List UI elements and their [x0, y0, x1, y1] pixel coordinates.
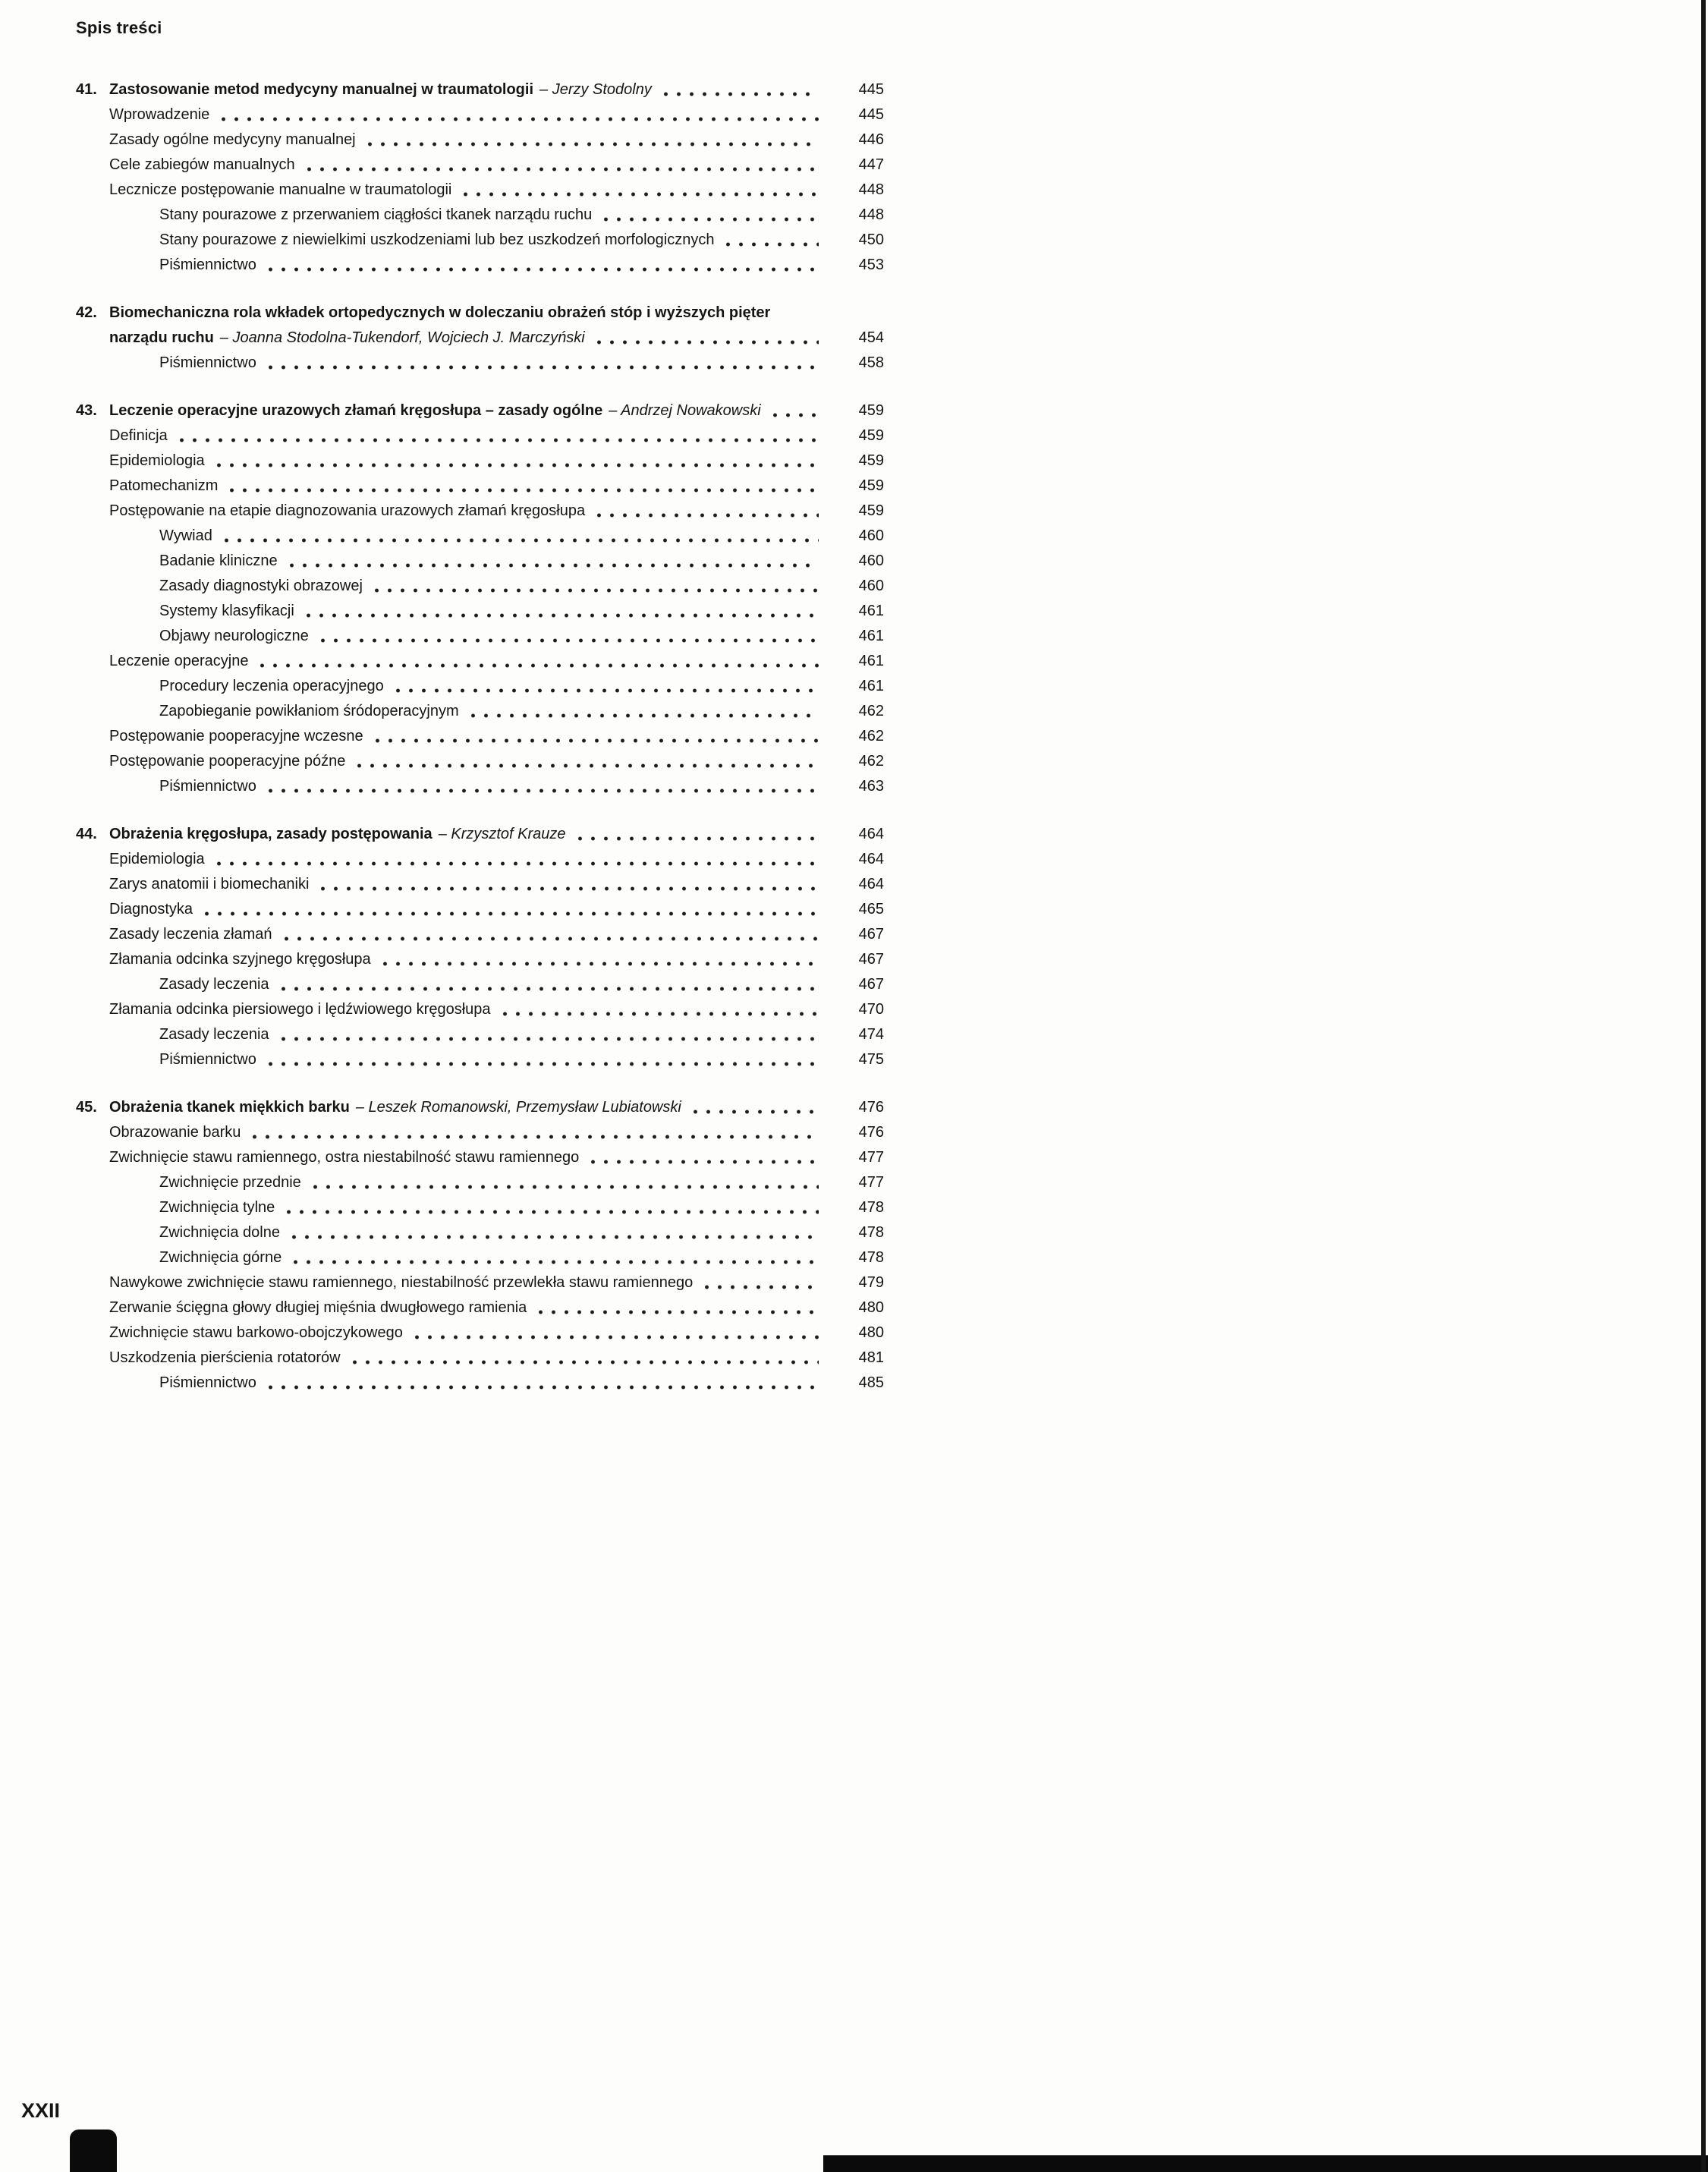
page-number: 478 — [858, 1249, 884, 1266]
page-number: 467 — [858, 951, 884, 968]
chapter-author: – Leszek Romanowski, Przemysław Lubiatowski — [355, 1099, 681, 1116]
dot-leader — [277, 1022, 819, 1047]
entry-title: Diagnostyka — [109, 901, 193, 918]
toc-entry — [109, 1245, 884, 1270]
toc-chapter — [76, 822, 884, 1072]
dot-leader — [264, 253, 819, 278]
entry-title: Objawy neurologiczne — [159, 628, 309, 644]
page-number: 476 — [858, 1099, 884, 1116]
toc-entry — [109, 897, 884, 922]
page-number: 465 — [858, 901, 884, 918]
page-number: 474 — [858, 1026, 884, 1043]
entry-title: Stany pourazowe z niewielkimi uszkodzeniami lub bez uszkodzeń morfologicznych — [159, 231, 715, 248]
dot-leader — [200, 897, 819, 922]
entry-title: Uszkodzenia pierścienia rotatorów — [109, 1349, 341, 1366]
toc-entry — [109, 599, 884, 624]
page-number: 448 — [858, 181, 884, 198]
entry-title: Procedury leczenia operacyjnego — [159, 678, 384, 694]
entry-title: Zasady ogólne medycyny manualnej — [109, 131, 356, 148]
dot-leader — [264, 351, 819, 376]
chapter-heading-text — [109, 822, 566, 847]
entry-title: Patomechanizm — [109, 477, 219, 494]
page-number: 462 — [858, 753, 884, 770]
entry-title: Zasady diagnostyki obrazowej — [159, 578, 363, 594]
toc-entry — [109, 774, 884, 799]
toc-entry — [109, 847, 884, 872]
page-number: 463 — [858, 778, 884, 795]
toc-entry — [109, 749, 884, 774]
chapter-heading-text — [109, 77, 652, 102]
toc-entry — [109, 1371, 884, 1396]
entry-title: Definicja — [109, 427, 168, 444]
chapter-heading-text — [109, 326, 585, 351]
toc-entry — [109, 203, 884, 228]
entry-title: Piśmiennictwo — [159, 354, 256, 371]
toc-entry — [109, 127, 884, 153]
page-number: 447 — [858, 156, 884, 173]
toc-entry — [109, 724, 884, 749]
entry-title: Zarys anatomii i biomechaniki — [109, 876, 310, 892]
toc-entry — [109, 449, 884, 474]
entry-title: Zapobieganie powikłaniom śródoperacyjnym — [159, 703, 459, 719]
toc — [76, 77, 884, 1396]
toc-entry — [109, 649, 884, 674]
entry-title: Piśmiennictwo — [159, 1051, 256, 1068]
toc-entry — [109, 574, 884, 599]
page-number: 475 — [858, 1051, 884, 1068]
chapter-title: Obrażenia kręgosłupa, zasady postępowania — [109, 826, 433, 842]
dot-leader — [459, 178, 819, 203]
dot-leader — [410, 1321, 819, 1346]
entry-title: Leczenie operacyjne — [109, 653, 249, 669]
toc-entry — [109, 1220, 884, 1245]
dot-leader — [593, 326, 819, 351]
toc-entry — [109, 178, 884, 203]
dot-leader — [264, 1371, 819, 1396]
page-number: 459 — [858, 402, 884, 419]
entry-title: Cele zabiegów manualnych — [109, 156, 295, 173]
toc-entry — [109, 1145, 884, 1170]
dot-leader — [285, 549, 819, 574]
dot-leader — [379, 947, 819, 972]
dot-leader — [212, 847, 819, 872]
toc-entry — [109, 549, 884, 574]
toc-entry — [109, 1346, 884, 1371]
entry-title: Wywiad — [159, 527, 212, 544]
dot-leader — [534, 1295, 819, 1321]
page-number: 450 — [858, 231, 884, 248]
page-number: 448 — [858, 206, 884, 223]
chapter-title: Leczenie operacyjne urazowych złamań kręgosłupa – zasady ogólne — [109, 402, 603, 419]
chapter-author: – Andrzej Nowakowski — [609, 402, 761, 419]
dot-leader — [220, 524, 819, 549]
dot-leader — [363, 127, 819, 153]
entry-title: Nawykowe zwichnięcie stawu ramiennego, niestabilność przewlekła stawu ramiennego — [109, 1274, 694, 1291]
scan-right-edge-line — [1701, 0, 1706, 2172]
page-number: 460 — [858, 578, 884, 594]
dot-leader — [593, 499, 819, 524]
dot-leader — [587, 1145, 819, 1170]
chapter-author: – Joanna Stodolna-Tukendorf, Wojciech J. Marczyński — [219, 329, 585, 346]
page-number: 458 — [858, 354, 884, 371]
entry-title: Piśmiennictwo — [159, 778, 256, 795]
toc-chapter-heading-line — [76, 301, 884, 326]
toc-entry — [109, 972, 884, 997]
page-number: 480 — [858, 1299, 884, 1316]
toc-chapter-heading-line — [76, 77, 884, 102]
toc-entry — [109, 228, 884, 253]
page-number: 462 — [858, 703, 884, 719]
dot-leader — [248, 1120, 819, 1145]
dot-leader — [309, 1170, 819, 1195]
page-number: 477 — [858, 1149, 884, 1166]
dot-leader — [659, 77, 819, 102]
entry-title: Epidemiologia — [109, 851, 205, 867]
entry-title: Zwichnięcia tylne — [159, 1199, 275, 1216]
toc-chapter-heading-line — [76, 398, 884, 423]
dot-leader — [392, 674, 819, 699]
page-number: 446 — [858, 131, 884, 148]
dot-leader — [316, 872, 819, 897]
toc-entry — [109, 699, 884, 724]
toc-entry — [109, 624, 884, 649]
dot-leader — [316, 624, 819, 649]
entry-title: Obrazowanie barku — [109, 1124, 241, 1141]
entry-title: Zwichnięcia dolne — [159, 1224, 280, 1241]
entry-title: Zwichnięcie stawu ramiennego, ostra niestabilność stawu ramiennego — [109, 1149, 580, 1166]
dot-leader — [769, 398, 819, 423]
entry-title: Złamania odcinka piersiowego i lędźwiowego kręgosłupa — [109, 1001, 491, 1018]
entry-title: Piśmiennictwo — [159, 1374, 256, 1391]
page-number: 461 — [858, 628, 884, 644]
entry-title: Zwichnięcia górne — [159, 1249, 282, 1266]
toc-entry — [109, 1321, 884, 1346]
dot-leader — [289, 1245, 819, 1270]
chapter-title: Zastosowanie metod medycyny manualnej w traumatologii — [109, 81, 534, 98]
toc-entry — [109, 872, 884, 897]
entry-title: Piśmiennictwo — [159, 257, 256, 273]
toc-entry — [109, 1047, 884, 1072]
entry-title: Postępowanie pooperacyjne późne — [109, 753, 346, 770]
chapter-title: Obrażenia tkanek miękkich barku — [109, 1099, 350, 1116]
page-number: 460 — [858, 552, 884, 569]
dot-leader — [264, 774, 819, 799]
dot-leader — [499, 997, 819, 1022]
chapter-number: 44. — [76, 826, 97, 842]
dot-leader — [212, 449, 819, 474]
dot-leader — [700, 1270, 819, 1295]
toc-entry — [109, 474, 884, 499]
toc-entry — [109, 423, 884, 449]
chapter-heading-text — [109, 301, 770, 326]
page-number: 461 — [858, 653, 884, 669]
entry-title: Zasady leczenia — [159, 976, 269, 993]
toc-chapter-heading-line — [76, 1095, 884, 1120]
dot-leader — [277, 972, 819, 997]
toc-chapter — [76, 1095, 884, 1396]
page-number: 467 — [858, 976, 884, 993]
dot-leader — [302, 599, 819, 624]
page-number: 459 — [858, 502, 884, 519]
page-number: 445 — [858, 81, 884, 98]
entry-title: Zasady leczenia — [159, 1026, 269, 1043]
page-number: 445 — [858, 106, 884, 123]
page-number: 460 — [858, 527, 884, 544]
chapter-author: – Krzysztof Krauze — [438, 826, 566, 842]
page-number: 464 — [858, 876, 884, 892]
toc-chapter — [76, 398, 884, 799]
footer-page-number: XXII — [21, 2099, 61, 2122]
toc-entry — [109, 1270, 884, 1295]
entry-title: Systemy klasyfikacji — [159, 603, 294, 619]
toc-entry — [109, 499, 884, 524]
dot-leader — [467, 699, 819, 724]
page-number: 462 — [858, 728, 884, 744]
dot-leader — [175, 423, 819, 449]
page-number: 453 — [858, 257, 884, 273]
page-title: Spis treści — [76, 18, 162, 37]
page-number: 485 — [858, 1374, 884, 1391]
chapter-title: narządu ruchu — [109, 329, 214, 346]
page-number: 480 — [858, 1324, 884, 1341]
chapter-title: Biomechaniczna rola wkładek ortopedycznych w doleczaniu obrażeń stóp i wyższych pięter — [109, 304, 771, 321]
page-number: 477 — [858, 1174, 884, 1191]
dot-leader — [722, 228, 819, 253]
dot-leader — [217, 102, 819, 127]
entry-title: Zerwanie ścięgna głowy długiej mięśnia dwugłowego ramienia — [109, 1299, 527, 1316]
scan-bottom-bar — [823, 2155, 1708, 2172]
dot-leader — [264, 1047, 819, 1072]
entry-title: Złamania odcinka szyjnego kręgosłupa — [109, 951, 371, 968]
chapter-number: 45. — [76, 1099, 97, 1116]
page-number: 478 — [858, 1224, 884, 1241]
entry-title: Zasady leczenia złamań — [109, 926, 272, 943]
scan-corner-tab — [70, 2130, 117, 2172]
chapter-number: 41. — [76, 81, 97, 98]
toc-entry — [109, 351, 884, 376]
entry-title: Lecznicze postępowanie manualne w traumatologii — [109, 181, 452, 198]
page-number: 481 — [858, 1349, 884, 1366]
toc-chapter — [76, 77, 884, 278]
toc-entry — [109, 1120, 884, 1145]
page-number: 464 — [858, 851, 884, 867]
toc-entry — [109, 674, 884, 699]
chapter-number: 42. — [76, 304, 97, 321]
dot-leader — [371, 724, 819, 749]
toc-entry — [109, 524, 884, 549]
entry-title: Wprowadzenie — [109, 106, 210, 123]
page-number: 478 — [858, 1199, 884, 1216]
chapter-heading-text — [109, 398, 761, 423]
entry-title: Stany pourazowe z przerwaniem ciągłości tkanek narządu ruchu — [159, 206, 593, 223]
entry-title: Epidemiologia — [109, 452, 205, 469]
toc-entry — [109, 947, 884, 972]
dot-leader — [225, 474, 819, 499]
entry-title: Postępowanie na etapie diagnozowania urazowych złamań kręgosłupa — [109, 502, 586, 519]
dot-leader — [288, 1220, 819, 1245]
toc-entry — [109, 253, 884, 278]
page-number: 459 — [858, 477, 884, 494]
dot-leader — [256, 649, 819, 674]
chapter-number: 43. — [76, 402, 97, 419]
dot-leader — [370, 574, 819, 599]
page-number: 461 — [858, 678, 884, 694]
page-number: 476 — [858, 1124, 884, 1141]
page-number: 461 — [858, 603, 884, 619]
page-number: 467 — [858, 926, 884, 943]
dot-leader — [282, 1195, 819, 1220]
entry-title: Badanie kliniczne — [159, 552, 278, 569]
chapter-heading-text — [109, 1095, 681, 1120]
toc-entry — [109, 102, 884, 127]
toc-chapter — [76, 301, 884, 376]
page-number: 470 — [858, 1001, 884, 1018]
page-number: 479 — [858, 1274, 884, 1291]
toc-entry — [109, 1022, 884, 1047]
toc-entry — [109, 1170, 884, 1195]
entry-title: Postępowanie pooperacyjne wczesne — [109, 728, 363, 744]
chapter-author: – Jerzy Stodolny — [539, 81, 652, 98]
toc-entry — [109, 997, 884, 1022]
toc-entry — [109, 1195, 884, 1220]
dot-leader — [574, 822, 819, 847]
toc-entry — [109, 922, 884, 947]
toc-chapter-heading-line — [109, 326, 884, 351]
dot-leader — [303, 153, 819, 178]
entry-title: Zwichnięcie stawu barkowo-obojczykowego — [109, 1324, 403, 1341]
dot-leader — [689, 1095, 819, 1120]
dot-leader — [280, 922, 819, 947]
dot-leader — [348, 1346, 819, 1371]
toc-chapter-heading-line — [76, 822, 884, 847]
page-number: 459 — [858, 452, 884, 469]
page-number: 454 — [858, 329, 884, 346]
toc-entry — [109, 153, 884, 178]
page-number: 459 — [858, 427, 884, 444]
dot-leader — [599, 203, 819, 228]
entry-title: Zwichnięcie przednie — [159, 1174, 301, 1191]
toc-entry — [109, 1295, 884, 1321]
page-number: 464 — [858, 826, 884, 842]
dot-leader — [353, 749, 819, 774]
